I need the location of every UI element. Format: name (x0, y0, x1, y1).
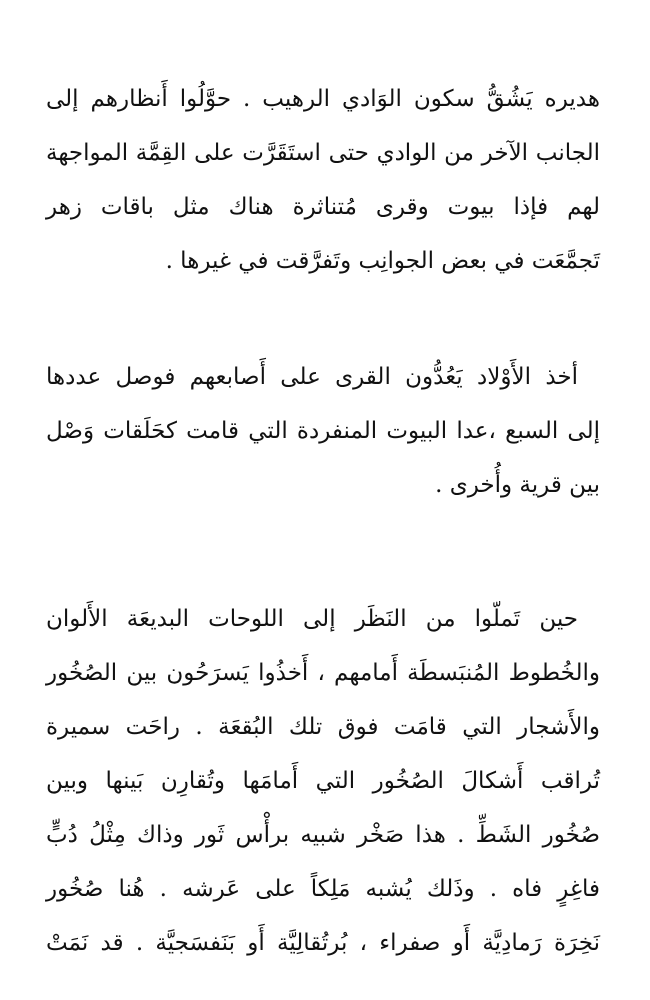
text-line: أخذ الأَوْلاد يَعُدُّون القرى على أَصابعهم فوصل عددها (46, 364, 578, 390)
text-line: والأَشجار التي قامَت فوق تلك البُقعَة . راحَت سميرة (46, 714, 600, 740)
paragraph-2 (46, 350, 600, 512)
text-line: إلى السبع ،عدا البيوت المنفردة التي قامت كحَلَقات وَصْل (46, 418, 600, 444)
text-line: تُراقب أَشكالَ الصُخُور التي أَمامَها وتُقارِن بَينها وبين (46, 768, 600, 794)
text-line: تَجمَّعَت في بعض الجوانِب وتَفرَّقت في غيرها . (165, 248, 600, 274)
text-line: بين قرية وأُخرى . (435, 472, 600, 498)
text-line: صُخُور الشَطِّ . هذا صَخْر شبيه برأْس ثَور وذاك مِثْلُ دُبٍّ (46, 822, 600, 848)
text-line: والخُطوط المُنبَسطَة أَمامهم ، أَخذُوا يَسرَحُون بين الصُخُور (46, 660, 600, 686)
text-line: حين تَملّوا من النَظَر إلى اللوحات البديعَة الأَلوان (46, 606, 578, 632)
text-line: هديره يَشُقُّ سكون الوَادي الرهيب . حوَّلُوا أَنظارهم إلى (46, 86, 600, 112)
paragraph-1 (46, 72, 600, 288)
text-line: فاغِرٍ فاه . وذَلك يُشبه مَلِكاً على عَرشه . هُنا صُخُور (46, 876, 600, 902)
text-line: الجانب الآخر من الوادي حتى استَقَرَّت على القِمَّة المواجهة (46, 140, 600, 166)
text-line: نَخِرَة رَمادِيَّة أَو صفراء ، بُرتُقالِيَّة أَو بَنَفسَجيَّة . قد نَمَتْ (46, 930, 600, 956)
text-line: لهم فإذا بيوت وقرى مُتناثرة هناك مثل باقات زهر (46, 194, 600, 220)
paragraph-3 (46, 592, 600, 970)
